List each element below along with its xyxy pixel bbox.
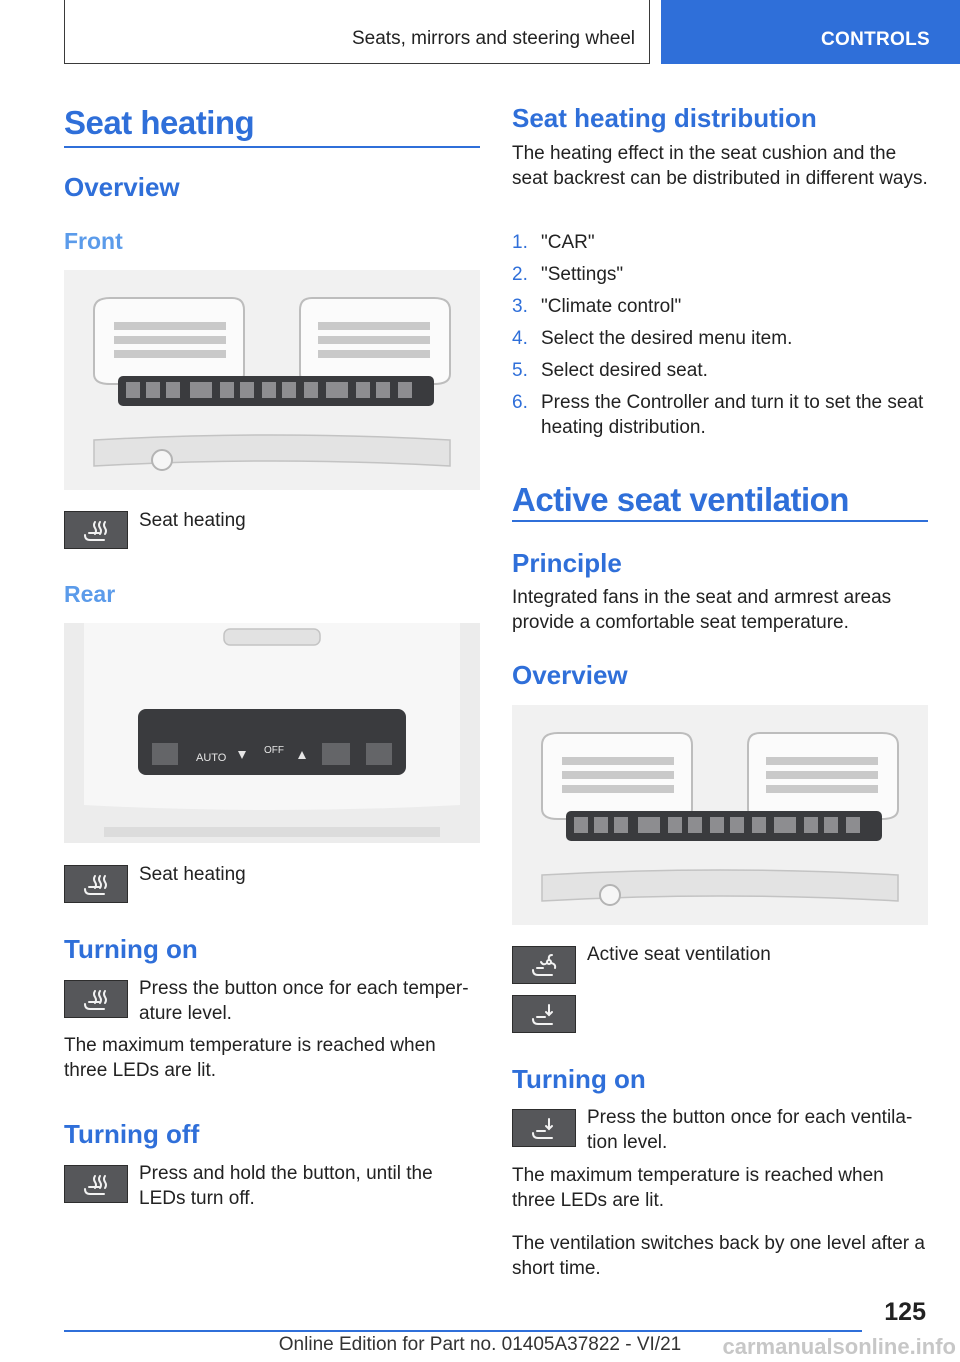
list-item bbox=[512, 294, 932, 319]
footer-edition: Online Edition for Part no. 01405A37822 - VI/21 bbox=[278, 1334, 682, 1355]
step-number: 3. bbox=[512, 296, 528, 317]
list-item bbox=[512, 326, 932, 351]
turning-on-heading: Turning on bbox=[64, 934, 198, 964]
turning-off-heating-icon bbox=[64, 1165, 128, 1203]
list-item bbox=[512, 390, 932, 440]
rear-seat-heating-icon bbox=[64, 865, 128, 903]
ventilation-turning-on-text: Press the button once for each ventilation level. bbox=[587, 1107, 913, 1153]
rear-climate-panel-photo bbox=[64, 623, 480, 843]
rear-photo-auto-label: AUTO bbox=[196, 752, 227, 764]
header-chapter-tab bbox=[661, 0, 960, 64]
principle-text: Integrated fans in the seat and armrest areas provide a comfortable seat temperature. bbox=[512, 587, 892, 633]
step-text: Press the Controller and turn it to set the seat heating distribution. bbox=[541, 392, 924, 438]
ventilation-turning-on-icon bbox=[512, 1109, 576, 1147]
seat-ventilation-icon bbox=[512, 995, 576, 1033]
rear-heading: Rear bbox=[64, 581, 116, 607]
front-heading: Front bbox=[64, 228, 123, 254]
distribution-intro: The heating effect in the seat cushion and the seat backrest can be distributed in different ways. bbox=[512, 143, 928, 189]
overview-heading: Overview bbox=[64, 172, 180, 202]
list-item bbox=[512, 358, 932, 383]
footer-rule bbox=[64, 1330, 862, 1332]
step-number: 5. bbox=[512, 360, 528, 381]
turning-on-note: The maximum temperature is reached when three LEDs are lit. bbox=[64, 1035, 436, 1081]
header-chapter-label: CONTROLS bbox=[820, 29, 930, 50]
ventilation-overview-heading: Overview bbox=[512, 660, 628, 690]
distribution-steps bbox=[512, 230, 932, 447]
watermark: carmanualsonline.info bbox=[722, 1334, 956, 1359]
front-caption: Seat heating bbox=[139, 510, 246, 531]
ventilation-panel-photo bbox=[512, 705, 928, 925]
ventilation-turning-on-heading: Turning on bbox=[512, 1064, 646, 1094]
step-text: Select the desired menu item. bbox=[541, 328, 793, 349]
principle-heading: Principle bbox=[512, 548, 622, 578]
step-number: 6. bbox=[512, 392, 528, 413]
ventilation-caption: Active seat ventilation bbox=[587, 944, 771, 965]
seat-heating-icon bbox=[64, 511, 128, 549]
ventilation-turning-on-note: The maximum temperature is reached when three LEDs are lit. bbox=[512, 1165, 884, 1211]
turning-on-heating-icon bbox=[64, 980, 128, 1018]
seat-heating-title: Seat heating bbox=[64, 104, 255, 141]
title-rule bbox=[64, 146, 480, 148]
turning-on-text: Press the button once for each temperature level. bbox=[139, 978, 469, 1024]
step-text: "Settings" bbox=[541, 264, 624, 285]
turning-off-text: Press and hold the button, until the LEDs turn off. bbox=[139, 1163, 433, 1209]
step-number: 4. bbox=[512, 328, 528, 349]
ventilation-rule bbox=[512, 520, 928, 522]
step-text: "Climate control" bbox=[541, 296, 682, 317]
step-number: 1. bbox=[512, 232, 528, 253]
step-text: Select desired seat. bbox=[541, 360, 708, 381]
seat-ventilation-fan-icon bbox=[512, 946, 576, 984]
page-number: 125 bbox=[884, 1298, 926, 1326]
page-header bbox=[0, 0, 960, 66]
step-text: "CAR" bbox=[541, 232, 595, 253]
header-section-title: Seats, mirrors and steering wheel bbox=[351, 28, 635, 49]
header-section-box bbox=[64, 0, 650, 64]
front-climate-panel-photo bbox=[64, 270, 480, 490]
step-number: 2. bbox=[512, 264, 528, 285]
ventilation-title: Active seat ventilation bbox=[512, 481, 849, 518]
list-item bbox=[512, 230, 932, 255]
turning-off-heading: Turning off bbox=[64, 1119, 200, 1149]
list-item bbox=[512, 262, 932, 287]
ventilation-switch-note: The ventilation switches back by one level after a short time. bbox=[512, 1233, 925, 1279]
distribution-heading: Seat heating distribution bbox=[512, 103, 817, 133]
rear-photo-off-label: OFF bbox=[264, 745, 284, 756]
rear-caption: Seat heating bbox=[139, 864, 246, 885]
